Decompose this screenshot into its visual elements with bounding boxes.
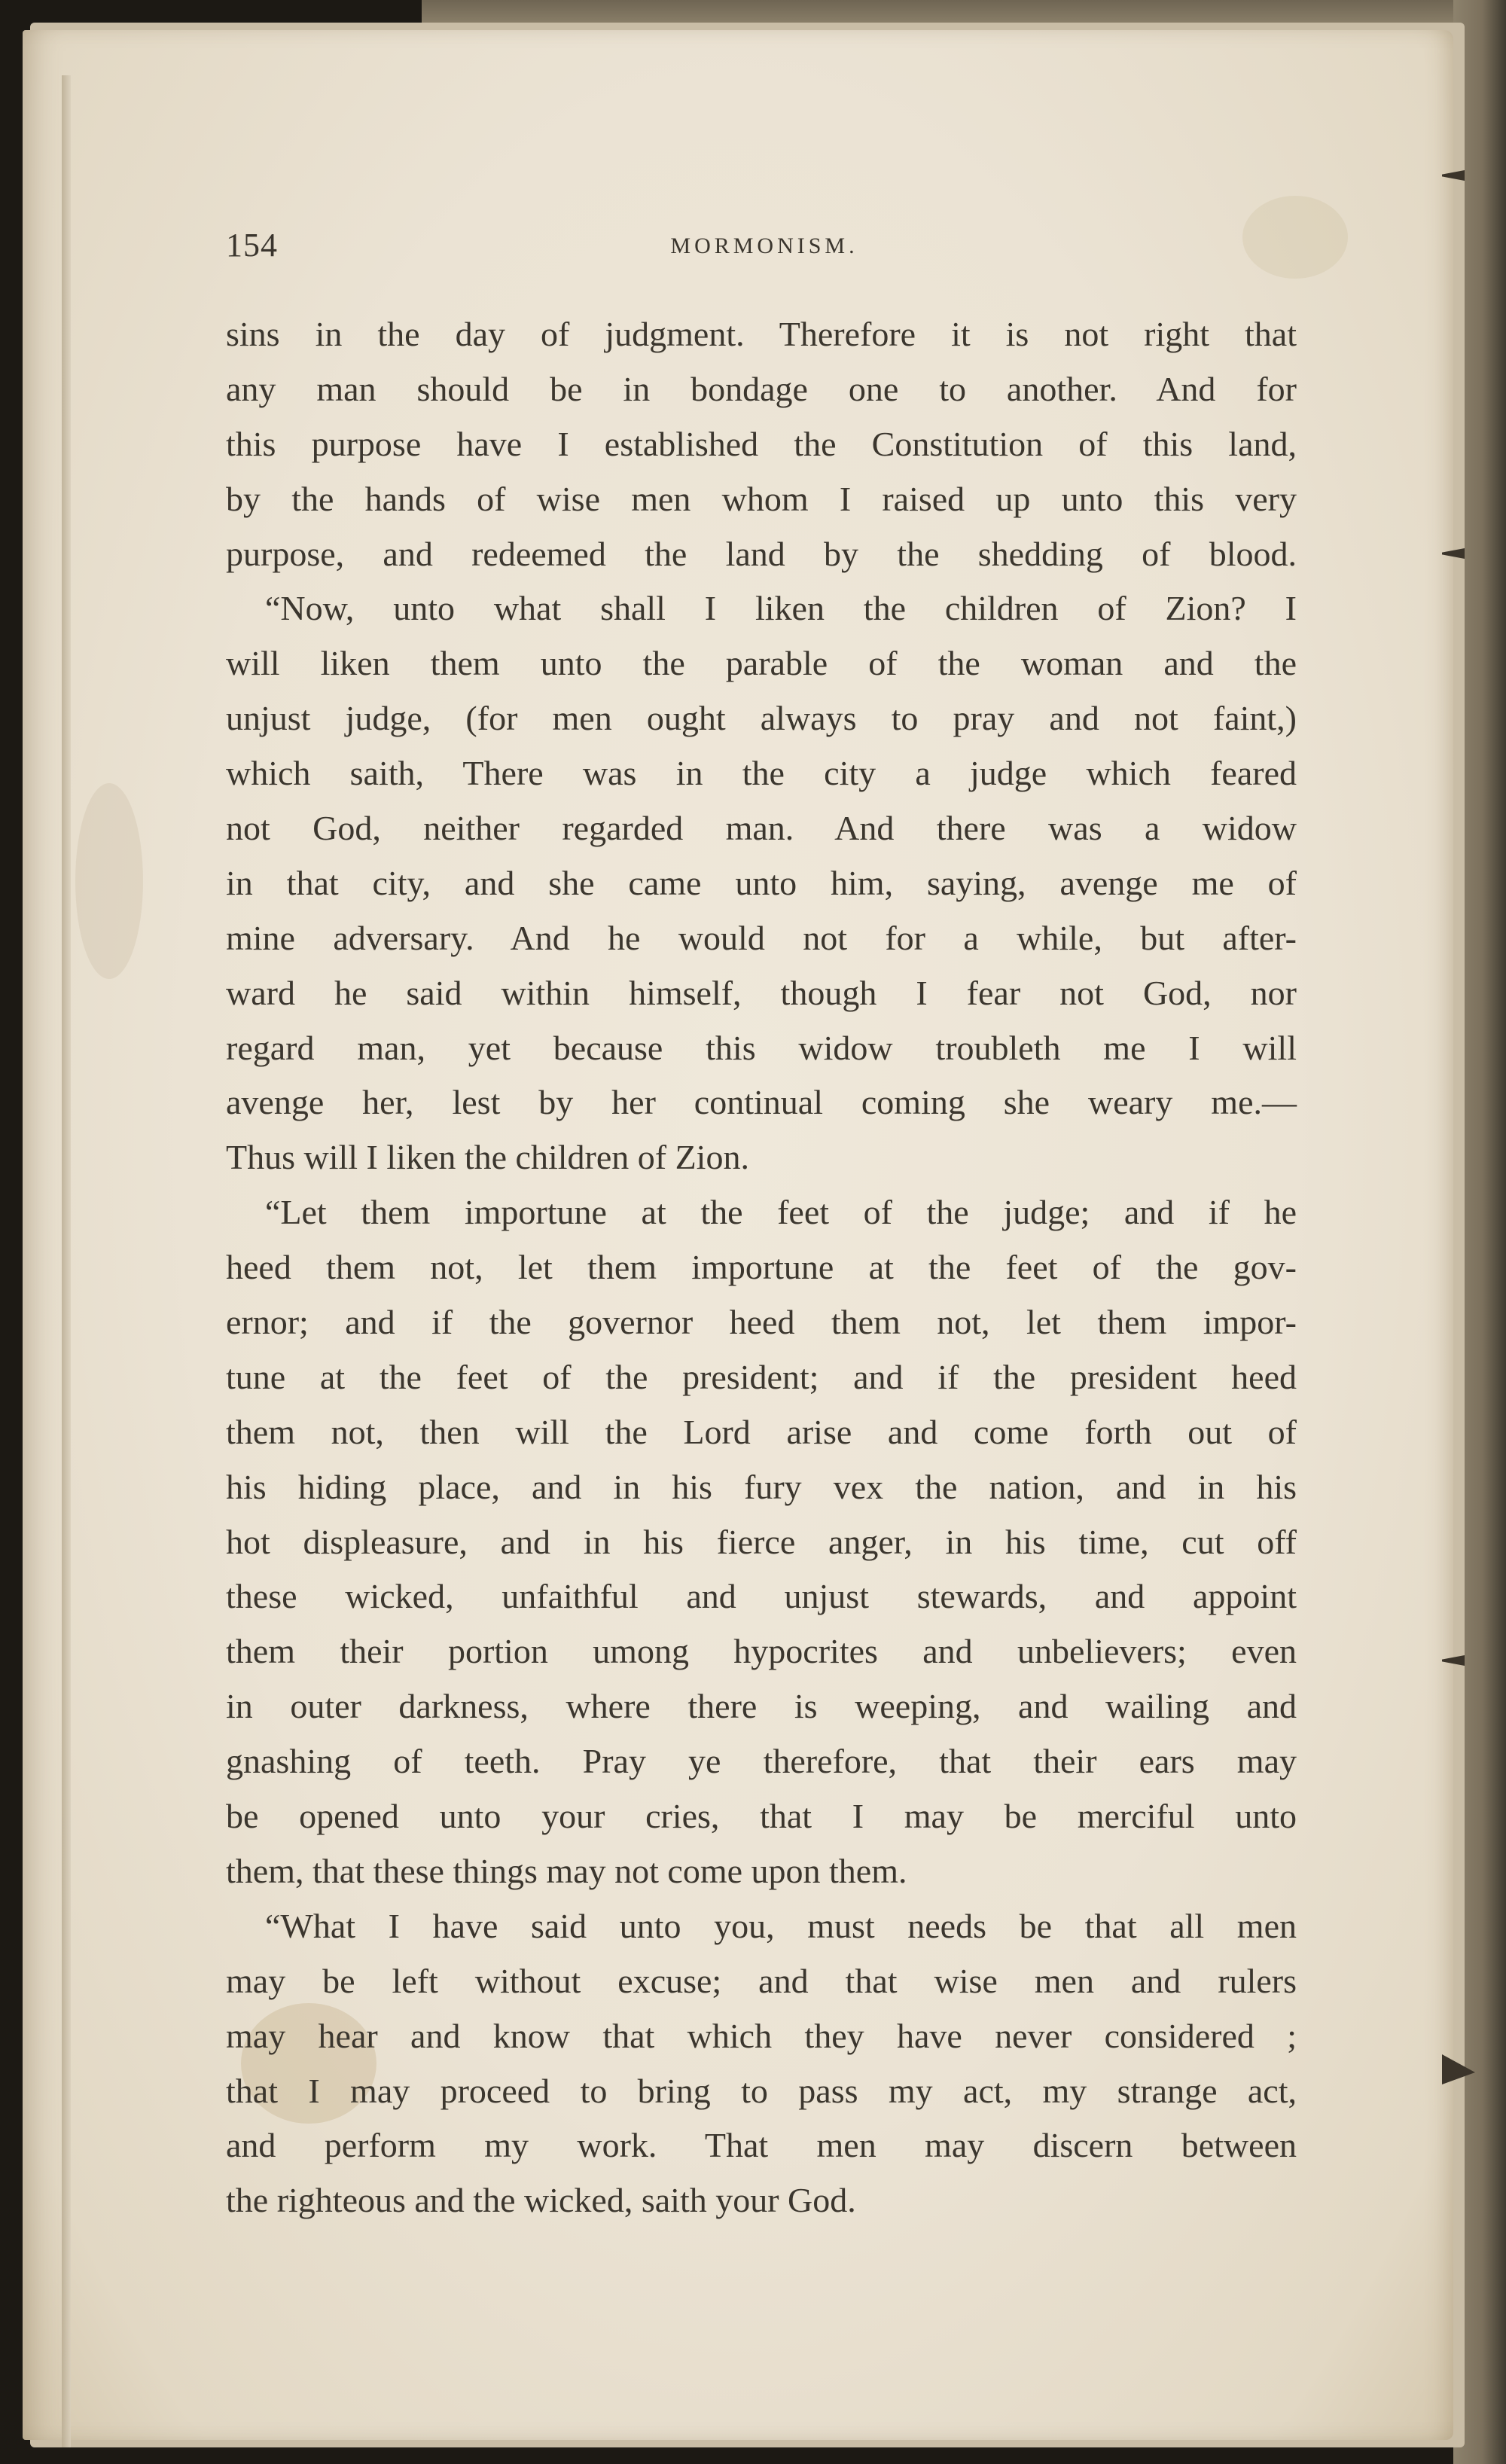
text-line: avenge her, lest by her continual coming she weary me.—	[226, 1083, 1297, 1122]
text-line: sins in the day of judgment. Therefore it is not right that	[226, 315, 1297, 353]
text-line: regard man, yet because this widow troubleth me I will	[226, 1028, 1297, 1067]
text-line: mine adversary. And he would not for a while, but after-	[226, 918, 1297, 957]
text-line: them their portion umong hypocrites and unbelievers; even	[226, 1632, 1297, 1671]
page-stain	[75, 783, 143, 979]
text-line: “Let them importune at the feet of the judge; and if he	[265, 1193, 1297, 1232]
text-line: in outer darkness, where there is weeping, and wailing and	[226, 1687, 1297, 1726]
text-line: Thus will I liken the children of Zion.	[226, 1138, 749, 1177]
text-line: ernor; and if the governor heed them not, let them impor-	[226, 1303, 1297, 1342]
text-line: may hear and know that which they have never considered ;	[226, 2016, 1297, 2055]
page-number: 154	[226, 227, 278, 264]
text-line: “What I have said unto you, must needs be that all men	[265, 1906, 1297, 1945]
text-line: “Now, unto what shall I liken the children of Zion? I	[265, 589, 1297, 628]
text-line: and perform my work. That men may discern between	[226, 2126, 1297, 2165]
text-line: them, that these things may not come upon them.	[226, 1851, 907, 1890]
text-line: ward he said within himself, though I fear not God, nor	[226, 973, 1297, 1012]
text-line: may be left without excuse; and that wise men and rulers	[226, 1961, 1297, 2000]
text-line: hot displeasure, and in his fierce anger, in his time, cut off	[226, 1522, 1297, 1561]
text-line: heed them not, let them importune at the feet of the gov-	[226, 1248, 1297, 1287]
page-header	[226, 226, 1303, 271]
text-line: not God, neither regarded man. And there was a widow	[226, 809, 1297, 848]
text-line: unjust judge, (for men ought always to pray and not faint,)	[226, 699, 1297, 738]
text-line: this purpose have I established the Constitution of this land,	[226, 424, 1297, 463]
text-line: them not, then will the Lord arise and come forth out of	[226, 1412, 1297, 1451]
text-line: these wicked, unfaithful and unjust stewards, and appoint	[226, 1577, 1297, 1616]
text-line: the righteous and the wicked, saith your God.	[226, 2181, 856, 2220]
binding-gutter	[62, 75, 71, 2447]
text-line: be opened unto your cries, that I may be merciful unto	[226, 1797, 1297, 1836]
text-line: tune at the feet of the president; and if the president heed	[226, 1357, 1297, 1396]
text-line: will liken them unto the parable of the woman and the	[226, 644, 1297, 683]
text-line: that I may proceed to bring to pass my act, my strange act,	[226, 2071, 1297, 2110]
text-line: which saith, There was in the city a judge which feared	[226, 754, 1297, 793]
text-line: his hiding place, and in his fury vex the nation, and in his	[226, 1467, 1297, 1506]
text-line: by the hands of wise men whom I raised up unto this very	[226, 479, 1297, 518]
running-head: MORMONISM.	[670, 233, 858, 258]
body-text	[226, 307, 1297, 2228]
text-line: gnashing of teeth. Pray ye therefore, that their ears may	[226, 1742, 1297, 1781]
text-line: any man should be in bondage one to another. And for	[226, 369, 1297, 408]
text-line: in that city, and she came unto him, saying, avenge me of	[226, 863, 1297, 902]
text-line: purpose, and redeemed the land by the shedding of blood.	[226, 534, 1297, 573]
